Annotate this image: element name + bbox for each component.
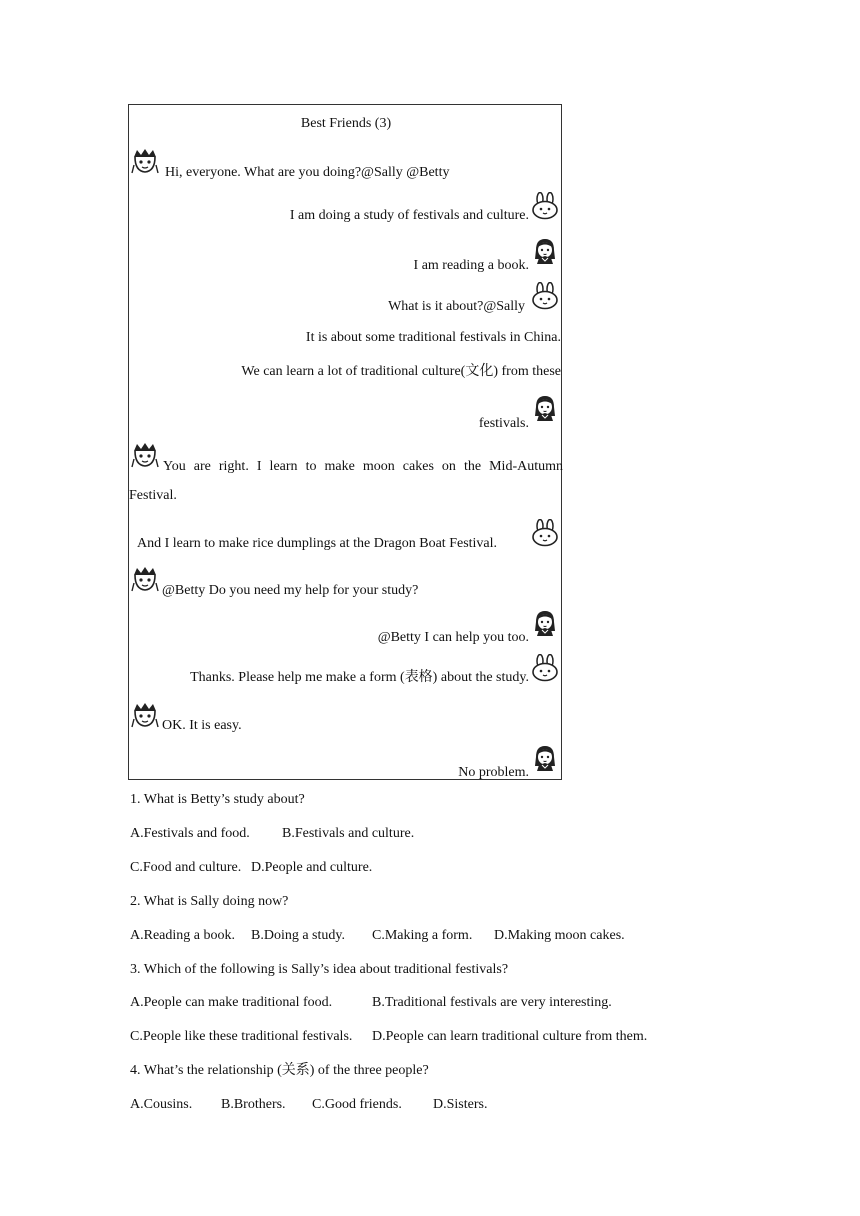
question-stem: 1. What is Betty’s study about? <box>130 792 305 807</box>
cartoon-boy-icon <box>131 147 159 175</box>
option: D.People and culture. <box>251 860 373 875</box>
message: No problem. <box>458 765 529 780</box>
question-stem: 2. What is Sally doing now? <box>130 894 289 909</box>
option: C.Food and culture. <box>130 860 242 875</box>
option: D.People can learn traditional culture from them. <box>372 1029 648 1044</box>
message: festivals. <box>478 416 529 431</box>
message: I am reading a book. <box>413 258 529 273</box>
option: D.Making moon cakes. <box>494 928 625 943</box>
message: @Betty Do you need my help for your study? <box>162 583 419 598</box>
girl-icon <box>531 605 559 641</box>
option: B.Traditional festivals are very interesting. <box>372 995 612 1010</box>
option: A.People can make traditional food. <box>130 995 333 1010</box>
question-stem: 3. Which of the following is Sally’s idea about traditional festivals? <box>130 962 509 977</box>
option: A.Cousins. <box>130 1097 193 1112</box>
message: And I learn to make rice dumplings at the Dragon Boat Festival. <box>137 536 498 551</box>
message: I am doing a study of festivals and culture. <box>289 208 529 223</box>
cartoon-boy-icon <box>131 701 159 729</box>
option: C.Making a form. <box>372 928 473 943</box>
message: OK. It is easy. <box>162 718 242 733</box>
message: It is about some traditional festivals in China. <box>305 330 561 345</box>
cartoon-boy-icon <box>131 441 159 469</box>
option: B.Doing a study. <box>251 928 345 943</box>
girl-icon <box>531 739 559 777</box>
message: Festival. <box>129 488 177 503</box>
message: We can learn a lot of traditional culture(文化) from these <box>241 364 561 379</box>
question-stem: 4. What’s the relationship (关系) of the three people? <box>130 1063 429 1078</box>
girl-icon <box>531 233 559 269</box>
option: D.Sisters. <box>433 1097 488 1112</box>
cartoon-boy-icon <box>131 565 159 593</box>
message: Thanks. Please help me make a form (表格) about the study. <box>190 670 529 685</box>
option: B.Brothers. <box>221 1097 286 1112</box>
message: @Betty I can help you too. <box>377 630 529 645</box>
bunny-icon <box>531 519 559 547</box>
girl-icon <box>531 390 559 426</box>
message: Hi, everyone. What are you doing?@Sally @Betty <box>165 165 450 180</box>
message: What is it about?@Sally <box>388 299 525 314</box>
bunny-icon <box>531 282 559 310</box>
bunny-icon <box>531 192 559 220</box>
option: C.Good friends. <box>312 1097 402 1112</box>
bunny-icon <box>531 654 559 682</box>
option: B.Festivals and culture. <box>282 826 415 841</box>
chat-title: Best Friends (3) <box>300 116 392 131</box>
option: C.People like these traditional festivals. <box>130 1029 353 1044</box>
chat-box <box>128 104 562 780</box>
option: A.Reading a book. <box>130 928 235 943</box>
option: A.Festivals and food. <box>130 826 250 841</box>
message: You are right. I learn to make moon cakes on the Mid-Autumn <box>163 459 563 474</box>
